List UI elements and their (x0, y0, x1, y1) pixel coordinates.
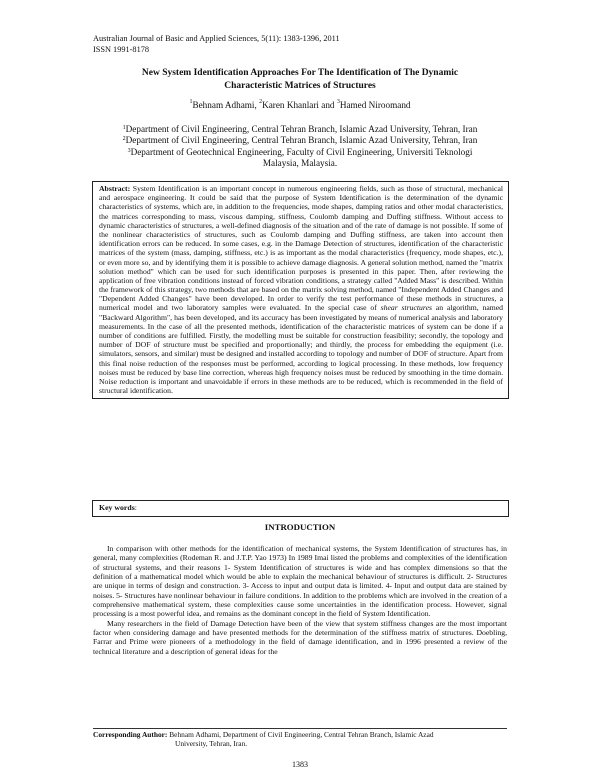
introduction-paragraph-2: Many researchers in the field of Damage Detection have been of the view that system stiffness changes are the most important factor when considering damage and have presented methods for the determination of the stiffness matrix of structures. Doebling, Farrar and Prime were pioneers of a methodology in the field of damage identification, and in 1996 presented a review of the technical literature and a description of general ideas for the (93, 618, 507, 656)
keywords-label: Key words (99, 503, 135, 512)
section-heading-introduction: INTRODUCTION (264, 522, 336, 532)
keywords-box (92, 500, 509, 517)
introduction-paragraph-1: In comparison with other methods for the identification of mechanical systems, the System Identification of structures has, in general, many complexities (Rodeman R. and J.T.P. Yao 1973) In 1989 Imai listed the problems and complexities of the identification of structural systems, and their reasons 1- System Identification of structures is wide and has complex dimensions so that the definition of a mathematical model which would be able to explain the mechanical behaviour of structures is difficult. 2- Structures are unique in terms of design and construction. 3- Access to input and output data is limited. 4- Input and output data are stained by noises. 5- Structures have nonlinear behaviour in failure conditions. In addition to the problems which are involved in the creation of a comprehensive mathematical system, these complexities cause some uncertainties in the identification process. However, signal processing is a most powerful idea, and remains as the dominant concept in the field of System Identification. (93, 544, 507, 619)
affiliation-1-marker: 1 (122, 125, 126, 131)
footnote-text: Behnam Adhami, Department of Civil Engineering, Central Tehran Branch, Islamic Azad (167, 730, 434, 739)
footnote-label: Corresponding Author: (93, 730, 168, 739)
paper-title-line-2: Characteristic Matrices of Structures (224, 80, 376, 91)
affiliation-3-marker: 3 (127, 147, 131, 154)
introduction-body (93, 544, 507, 656)
page-number: 1383 (292, 760, 308, 769)
abstract-text-part-2: an algorithm, named "Backward Algorithm", has been developed, and its accuracy has been investigated by means of numerical analysis and laboratory measurements. In the case of all the presented methods, identification of the characteristic matrices of system can be done if a number of conditions are fulfilled. Firstly, the modelling must be suitable for construction feasibility; secondly, the topology and number of DOF of structure must be specified and proportionally; and thirdly, the process for embedding the equipment (i.e. simulators, sensors, and similar) must be designed and installed according to topology and number of DOF of structure. Apart from this final noise reduction of the responses must be performed, according to logical processing. In these methods, low frequency noises must be reduced by base line correction, whereas high frequency noises must be reduced by smoothing in the time domain. Noise reduction is important and unavoidable if errors in these methods are to be reduced, which is recommended in the field of structural identification. (99, 303, 503, 396)
affiliation-1-text: Department of Civil Engineering, Central Tehran Branch, Islamic Azad University, Tehran, Iran (125, 124, 478, 134)
affiliation-list (93, 124, 507, 170)
affiliation-1 (93, 124, 507, 135)
paper-title-line-1: New System Identification Approaches For The Identification of The Dynamic (141, 68, 459, 78)
keywords-colon: : (134, 503, 137, 512)
author-1: Behnam Adhami, (192, 100, 260, 110)
affiliation-3-continued (93, 158, 507, 169)
abstract-label: Abstract: (99, 184, 131, 193)
affiliation-2 (93, 135, 507, 146)
author-3-marker: 3 (336, 99, 340, 105)
abstract-italic-term: shear structures (380, 303, 432, 313)
affiliation-3 (93, 147, 507, 158)
affiliation-2-text: Department of Civil Engineering, Central Tehran Branch, Islamic Azad University, Tehran, Iran (125, 135, 478, 146)
abstract-box (92, 181, 509, 399)
footnote-line-2: University, Tehran, Iran. (175, 739, 248, 748)
author-list (93, 100, 507, 110)
affiliation-3-text: Department of Geotechnical Engineering, Faculty of Civil Engineering, Universiti Teknologi (130, 146, 473, 157)
author-3: Hamed Niroomand (339, 100, 411, 110)
affiliation-3-text-continued: Malaysia, Malaysia. (262, 158, 338, 169)
journal-header (93, 34, 340, 55)
journal-citation: Australian Journal of Basic and Applied Sciences, 5(11): 1383-1396, 2011 (93, 34, 340, 43)
corresponding-author-footnote (93, 730, 507, 748)
affiliation-2-marker: 2 (122, 136, 126, 143)
journal-issn: ISSN 1991-8178 (93, 44, 150, 54)
footnote-divider (93, 728, 507, 729)
author-2: Karen Khanlari and (262, 100, 337, 110)
footnote-line-1 (93, 730, 507, 739)
abstract-text-part-1: System Identification is an important concept in numerous engineering fields, such as those of structural, mechanical and aerospace engineering. It could be said that the purpose of System Identification is the determination of the dynamic characteristics of systems, which are, in addition to the frequencies, mode shapes, damping ratios and other modal characteristics, the matrices corresponding to mass, viscous damping, stiffness, Coulomb damping and Duffing stiffness. Without access to dynamic characteristics of structures, a well-defined diagnosis of the situation and of the rate of damage is not possible. If some of the nonlinear characteristics of structures, such as Coulomb damping and Duffing stiffness, are taken into account then identification errors can be reduced. In some cases, e.g. in the Damage Detection of structures, identification of the characteristic matrices of the system (mass, damping, stiffness, etc.) is as important as the modal characteristics (frequency, mode shapes, etc.), or even more so, and by identifying them it is possible to achieve damage diagnosis. A general solution method, named the "matrix solution method" which can be used for such identification purposes is presented in this paper. Then, after reviewing the application of free vibration conditions instead of forced vibration conditions, a strategy called "Added Mass" is described. Within the framework of this strategy, two methods that are based on the matrix solving method, named "Independent Added Changes and "Dependent Added Changes" have been developed. In order to verify the test performance of these methods in structures, a numerical model and two laboratory samples were evaluated. In the special case of (99, 184, 503, 313)
author-2-marker: 2 (259, 99, 263, 105)
author-1-marker: 1 (189, 99, 193, 105)
paper-title (93, 67, 507, 92)
